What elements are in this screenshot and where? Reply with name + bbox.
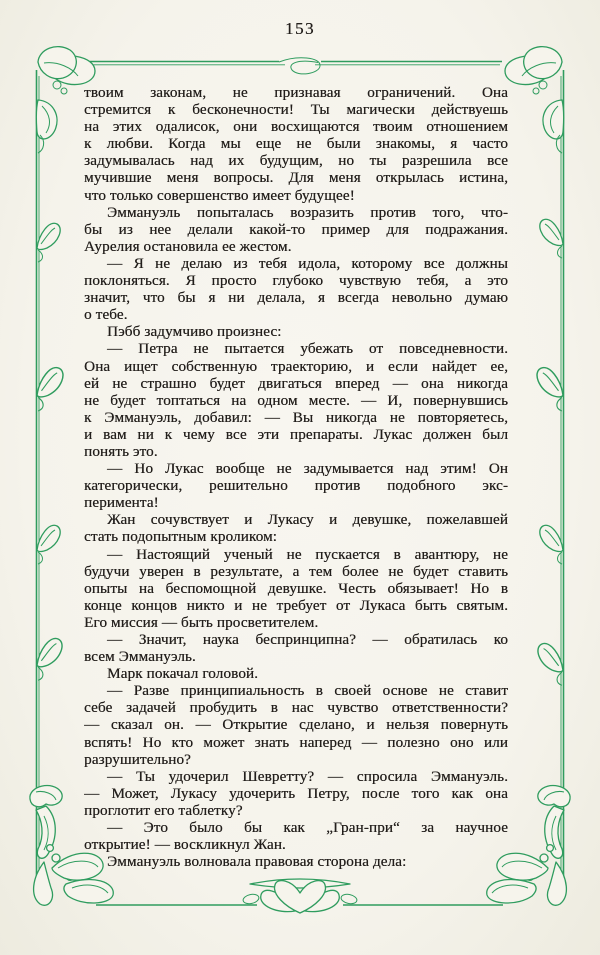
text-line: — Но Лукас вообще не задумывается над этим! Он	[107, 460, 508, 478]
text-line: — Ты удочерил Шевретту? — спросила Эммануэль.	[107, 767, 508, 785]
text-line: будучи уверен в результате, а тем более не будет ставить	[84, 562, 508, 580]
text-line: значит, что бы я ни делала, я всегда невольно думаю	[84, 289, 508, 307]
text-line: — Значит, наука беспринципна? — обратилась ко	[107, 631, 508, 648]
text-line: — Я не делаю из тебя идола, которому все должны	[107, 254, 508, 272]
text-line: что только совершенство имеет будущее!	[84, 186, 355, 204]
text-line: к Эммануэль, добавил: — Вы никогда не повторяетесь,	[84, 408, 508, 426]
top-center-knot-icon	[279, 58, 320, 74]
text-line: ей не страшно будет двигаться вперед — она никогда	[84, 374, 508, 392]
text-line: на этих одалисок, они восхищаются твоим отношением	[84, 118, 508, 136]
body-text	[84, 84, 508, 870]
text-line: Пэбб задумчиво произнес:	[107, 323, 282, 341]
text-line: перимента!	[84, 494, 159, 512]
stem-leaf-right	[537, 368, 563, 411]
text-line: — сказал он. — Открытие сделано, и нельзя повернуть	[84, 716, 508, 734]
text-line: поклоняться. Я просто глубоко чувствую тебя, а это	[84, 272, 508, 290]
text-line: всем Эммануэль.	[84, 648, 196, 666]
stem-leaf-left	[37, 368, 63, 411]
text-line: открытие! — воскликнул Жан.	[84, 836, 286, 854]
text-line: мучившие меня вопросы. Для меня открылась истина,	[84, 169, 508, 187]
text-line: Аурелия остановила ее жестом.	[84, 237, 292, 255]
text-line: Эммануэль попыталась возразить против того, что-	[107, 203, 508, 221]
text-line: — Разве принципиальность в своей основе не ставит	[107, 682, 508, 700]
text-line: — Может, Лукасу удочерить Петру, после того как она	[84, 784, 508, 802]
bottom-center-palmette-icon	[242, 879, 358, 913]
text-line: Его миссия — быть просветителем.	[84, 613, 319, 631]
text-line: проглотит его таблетку?	[84, 801, 243, 819]
text-line: Марк покачал головой.	[107, 665, 259, 683]
text-line: и вам ни к чему все эти препараты. Лукас должен был	[84, 425, 508, 443]
text-line: вспять! Но кто может знать наперед — полезно оно или	[84, 733, 508, 751]
text-line: к любви. Когда мы еще не были знакомы, я часто	[84, 135, 508, 153]
text-line: разрушительно?	[84, 750, 191, 768]
stem-leaf-right	[540, 219, 563, 258]
text-line: твоим законам, не признавая ограничений. Она	[84, 84, 508, 101]
text-line: опыты на беспомощной девушке. Честь обязывает! Но в	[84, 579, 508, 597]
text-line: Эммануэль волновала правовая сторона дела:	[107, 853, 407, 871]
text-line: категорически, решительно против подобного экс-	[84, 477, 508, 495]
text-line: себе задачей пробудить в нас чувство ответственности?	[84, 699, 508, 717]
stem-leaf-left	[37, 223, 60, 262]
text-line: — Настоящий ученый не пускается в авантюру, не	[107, 545, 508, 563]
page-number: 153	[285, 19, 315, 38]
text-line: не будет топтаться на одном месте. — И, повернувшись	[84, 391, 508, 409]
text-line: конце концов никто и не требует от Лукаса быть святым.	[84, 596, 508, 614]
stem-leaf-right	[538, 643, 563, 685]
text-line: бы из нее делали какой-то пример для подражания.	[84, 220, 508, 238]
corner-tulip-top-right	[505, 47, 564, 153]
text-line: Жан сочувствует и Лукасу и девушке, пожелавшей	[107, 511, 508, 529]
text-line: о тебе.	[84, 306, 128, 324]
text-line: понять это.	[84, 442, 158, 460]
stem-leaf-left	[37, 638, 62, 680]
text-line: стать подопытным кроликом:	[84, 528, 277, 546]
stem-leaf-left	[37, 525, 60, 564]
stem-leaf-right	[540, 525, 563, 564]
text-line: — Петра не пытается убежать от повседневности.	[107, 340, 508, 358]
text-line: задумывалась над их будущим, но ты разрешила все	[84, 152, 508, 170]
text-line: — Это было бы как „Гран-при“ за научное	[107, 819, 508, 837]
text-line: стремится к бесконечности! Ты магически действуешь	[84, 101, 508, 119]
text-line: Она ищет собственную траекторию, и если найдет ее,	[84, 357, 508, 375]
